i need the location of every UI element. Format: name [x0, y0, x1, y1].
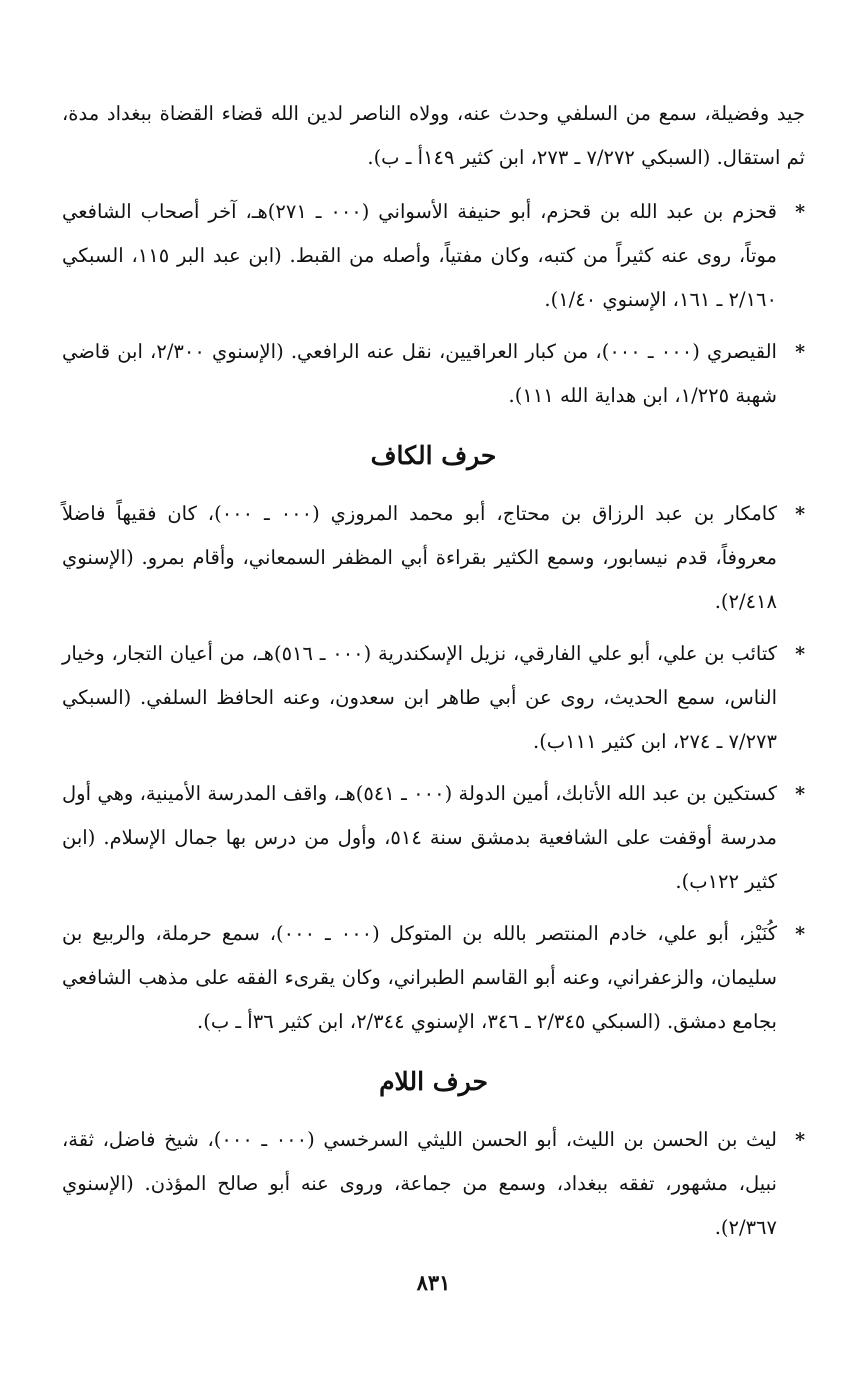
entry-continuation: جيد وفضيلة، سمع من السلفي وحدث عنه، وولاه الناصر لدين الله قضاء القضاة ببغداد مدة، ثم استقال. (السبكي ٧/٢٧٢ ـ ٢٧٣، ابن كثير ١٤٩أ ـ ب). — [62, 102, 805, 169]
page-body — [62, 92, 805, 1258]
entry-text: ليث بن الحسن بن الليث، أبو الحسن الليثي السرخسي (٠٠٠ ـ ٠٠٠)، شيخ فاضل، ثقة، نبيل، مشهور، تفقه ببغداد، وسمع من جماعة، وروى عنه أبو صالح المؤذن. (الإسنوي ٢/٣٦٧). — [62, 1128, 777, 1239]
entry-star-icon: * — [795, 923, 805, 945]
entry-star-icon: * — [795, 783, 805, 805]
entry-kataib — [62, 632, 805, 764]
entry-star-icon: * — [795, 503, 805, 525]
entry-kastakin — [62, 772, 805, 904]
entry-star-icon: * — [795, 1129, 805, 1151]
entry-text: كتائب بن علي، أبو علي الفارقي، نزيل الإسكندرية (٠٠٠ ـ ٥١٦)هـ، من أعيان التجار، وخيار الناس، سمع الحديث، روى عن أبي طاهر ابن سعدون، وعنه الحافظ السلفي. (السبكي ٧/٢٧٣ ـ ٢٧٤، ابن كثير ١١١ب). — [62, 642, 777, 753]
section-heading-lam: حرف اللام — [379, 1067, 488, 1096]
entry-layth — [62, 1118, 805, 1250]
entry-star-icon: * — [795, 643, 805, 665]
entry-qaysari — [62, 330, 805, 418]
entry-qahzam — [62, 190, 805, 322]
entry-text: القيصري (٠٠٠ ـ ٠٠٠)، من كبار العراقيين، نقل عنه الرافعي. (الإسنوي ٢/٣٠٠، ابن قاضي شهبة ١/٢٢٥، ابن هداية الله ١١١). — [62, 340, 777, 407]
entry-star-icon: * — [795, 341, 805, 363]
entry-text: كامكار بن عبد الرزاق بن محتاج، أبو محمد المروزي (٠٠٠ ـ ٠٠٠)، كان فقيهاً فاضلاً معروفاً، قدم نيسابور، وسمع الكثير بقراءة أبي المظفر السمعاني، وأقام بمرو. (الإسنوي ٢/٤١٨). — [62, 502, 777, 613]
entry-text: قحزم بن عبد الله بن قحزم، أبو حنيفة الأسواني (٠٠٠ ـ ٢٧١)هـ، آخر أصحاب الشافعي موتاً، روى عنه كثيراً من كتبه، وكان مفتياً، وأصله من القبط. (ابن عبد البر ١١٥، السبكي ٢/١٦٠ ـ ١٦١، الإسنوي ١/٤٠). — [62, 200, 777, 311]
entry-kamkar — [62, 492, 805, 624]
entry-text: كُنَيْز، أبو علي، خادم المنتصر بالله بن المتوكل (٠٠٠ ـ ٠٠٠)، سمع حرملة، والربيع بن سليمان، والزعفراني، وعنه أبو القاسم الطبراني، وكان يقرىء الفقه على مذهب الشافعي بجامع دمشق. (السبكي ٢/٣٤٥ ـ ٣٤٦، الإسنوي ٢/٣٤٤، ابن كثير ٣٦أ ـ ب). — [62, 922, 777, 1033]
entry-kunayz — [62, 912, 805, 1044]
page-number: ٨٣١ — [416, 1270, 451, 1295]
entry-text: كستكين بن عبد الله الأتابك، أمين الدولة (٠٠٠ ـ ٥٤١)هـ، واقف المدرسة الأمينية، وهي أول مدرسة أوقفت على الشافعية بدمشق سنة ٥١٤، وأول من درس بها جمال الإسلام. (ابن كثير ١٢٢ب). — [62, 782, 777, 893]
entry-star-icon: * — [795, 201, 805, 223]
section-heading-kaf: حرف الكاف — [370, 441, 497, 470]
